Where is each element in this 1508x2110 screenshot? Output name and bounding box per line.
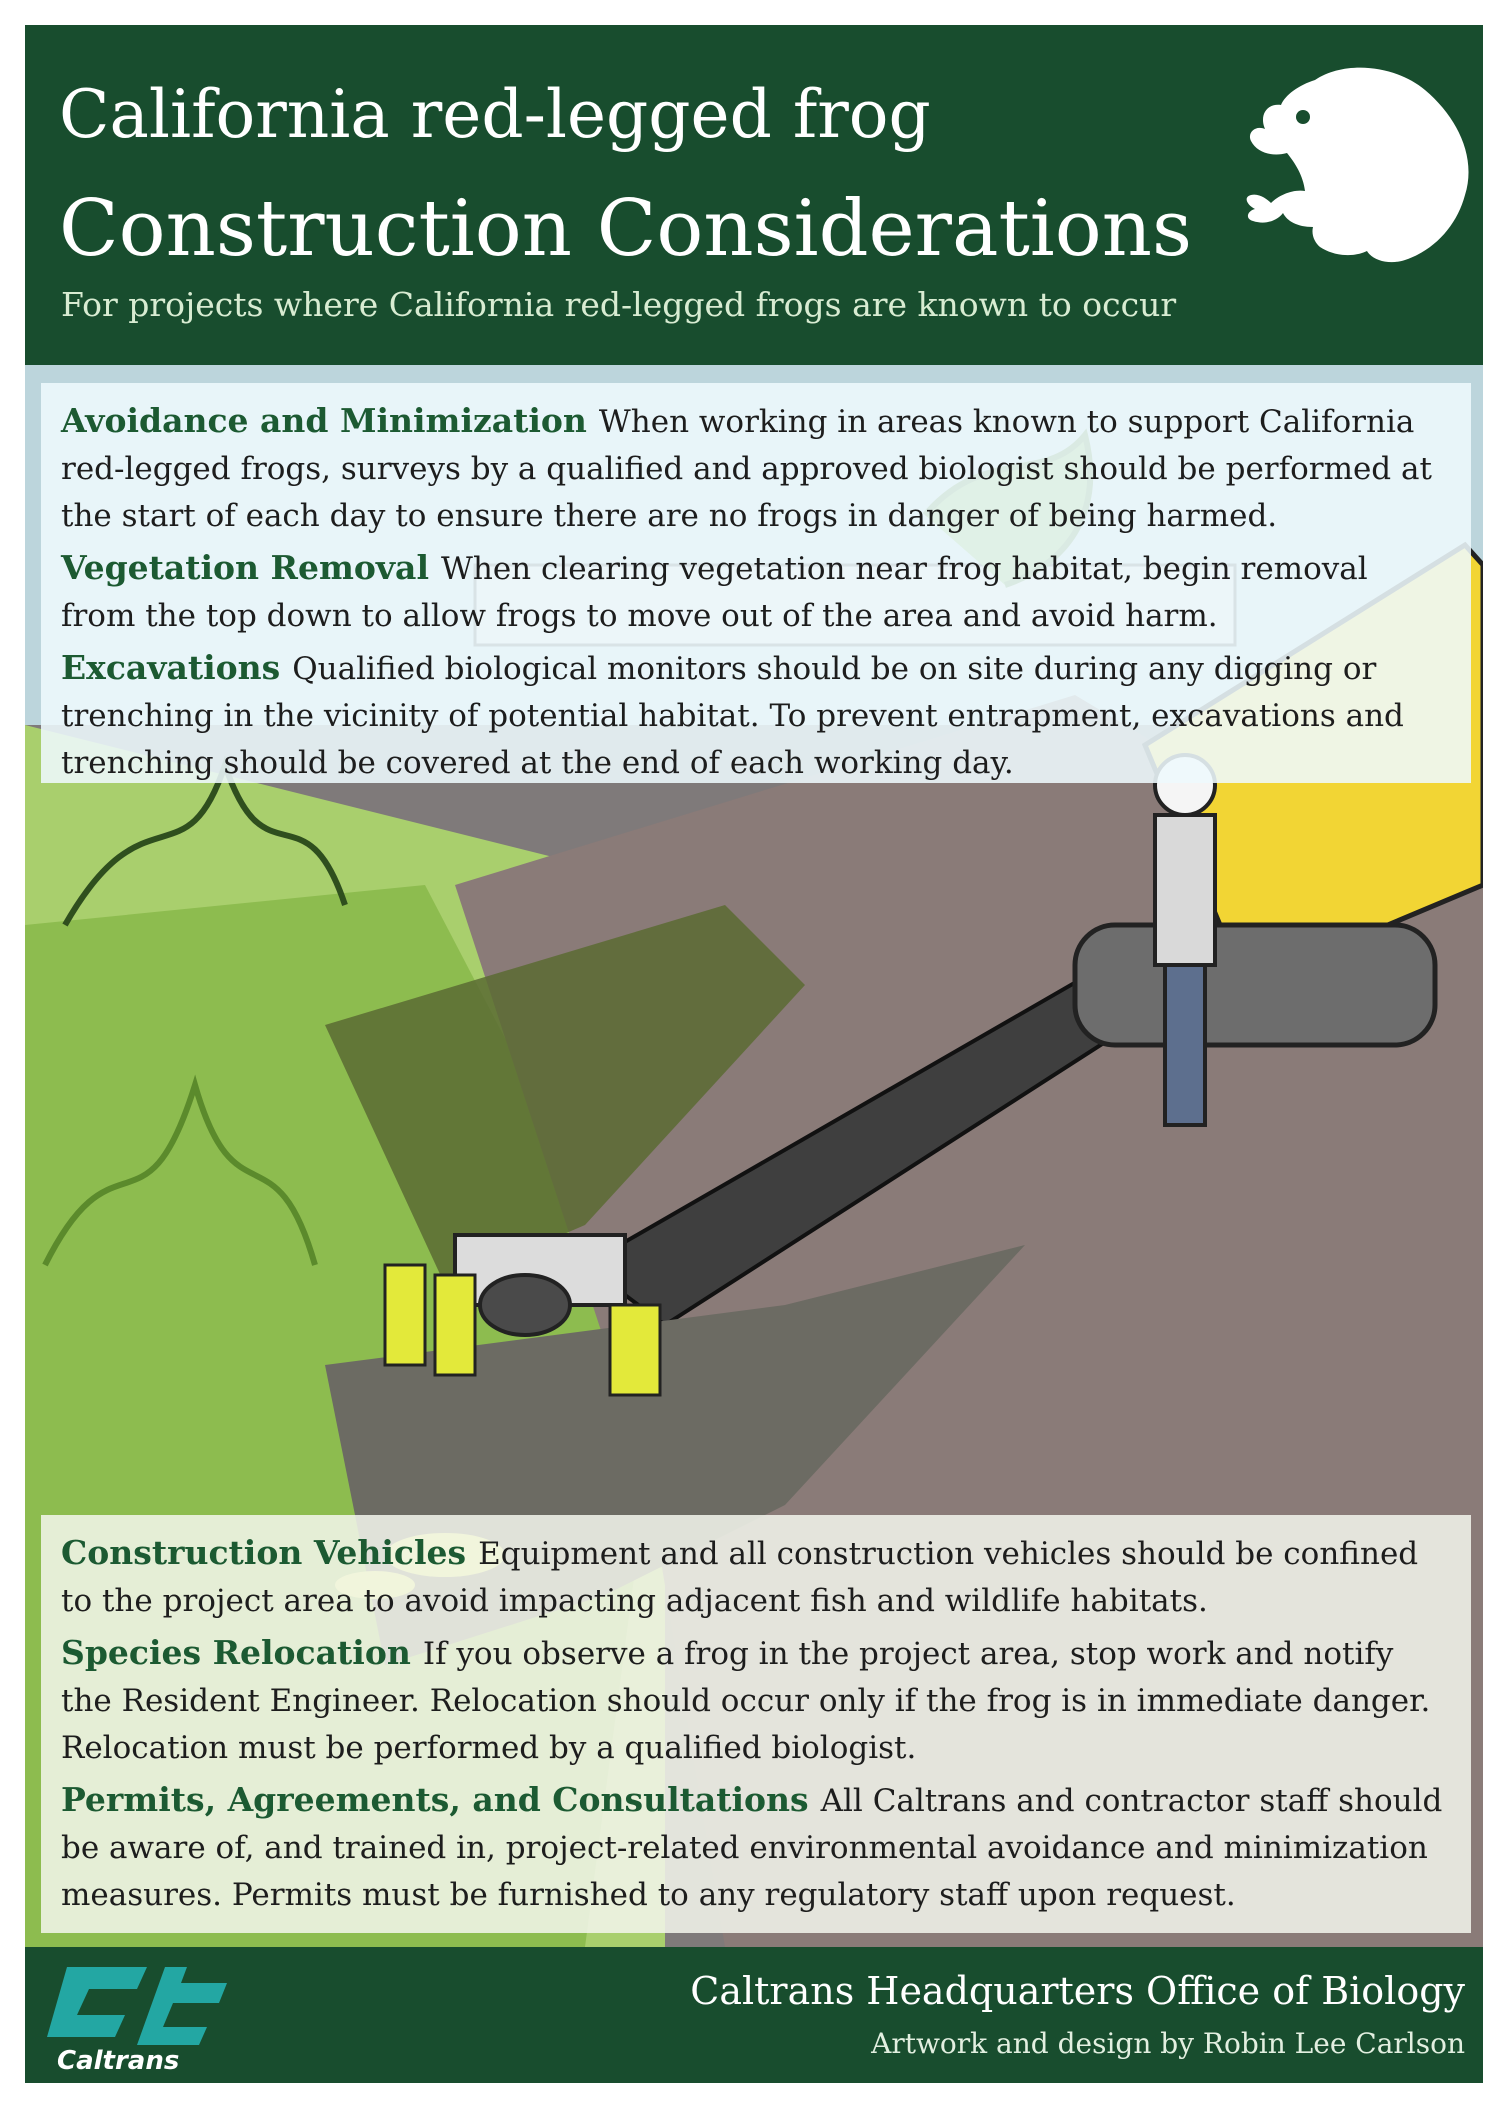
artwork-credit: Artwork and design by Robin Lee Carlson xyxy=(871,2027,1465,2060)
section-body: Qualified biological monitors should be on site during any digging or trenching in the vicinity of potential habitat. To prevent entrapment, excavations and trenching should be covered at the end of each working day. xyxy=(61,651,1404,781)
section-heading: Avoidance and Minimization xyxy=(61,401,587,440)
footer xyxy=(25,1947,1483,2083)
frog-silhouette-icon xyxy=(1195,45,1483,285)
section-vegetation xyxy=(61,544,1451,640)
section-heading: Vegetation Removal xyxy=(61,548,429,587)
caltrans-ct-logo-icon xyxy=(37,1957,247,2075)
section-body: All Caltrans and contractor staff should be aware of, and trained in, project-related environmental avoidance and minimization measures. Permits must be furnished to any regulatory staff upon request. xyxy=(61,1783,1443,1913)
section-excavations xyxy=(61,644,1451,787)
bottom-text-panel xyxy=(41,1515,1471,1933)
section-heading: Construction Vehicles xyxy=(61,1533,467,1572)
section-vehicles xyxy=(61,1529,1451,1625)
section-heading: Excavations xyxy=(61,648,281,687)
caltrans-logo-text: Caltrans xyxy=(57,2046,180,2075)
title-line1: California red-legged frog xyxy=(59,76,931,153)
header xyxy=(25,25,1483,365)
section-heading: Species Relocation xyxy=(61,1633,411,1672)
section-avoidance xyxy=(61,397,1451,540)
subtitle: For projects where California red-legged frogs are known to occur xyxy=(61,285,1177,324)
section-body: When working in areas known to support California red-legged frogs, surveys by a qualified and approved biologist should be performed at the start of each day to ensure there are no frogs in danger of being harmed. xyxy=(61,404,1432,534)
section-body: Equipment and all construction vehicles should be confined to the project area to avoid impacting adjacent fish and wildlife habitats. xyxy=(61,1536,1419,1619)
title-line2: Construction Considerations xyxy=(59,184,1192,274)
poster xyxy=(25,25,1483,2083)
section-permits xyxy=(61,1776,1451,1919)
section-body: When clearing vegetation near frog habitat, begin removal from the top down to allow frogs to move out of the area and avoid harm. xyxy=(61,551,1368,634)
section-body: If you observe a frog in the project area, stop work and notify the Resident Engineer. Relocation should occur only if the frog is in immediate danger. Relocation must be performed by a qualified biologist. xyxy=(61,1636,1431,1766)
section-relocation xyxy=(61,1629,1451,1772)
top-text-panel xyxy=(41,383,1471,783)
section-heading: Permits, Agreements, and Consultations xyxy=(61,1780,809,1819)
organization-name: Caltrans Headquarters Office of Biology xyxy=(690,1969,1465,2013)
